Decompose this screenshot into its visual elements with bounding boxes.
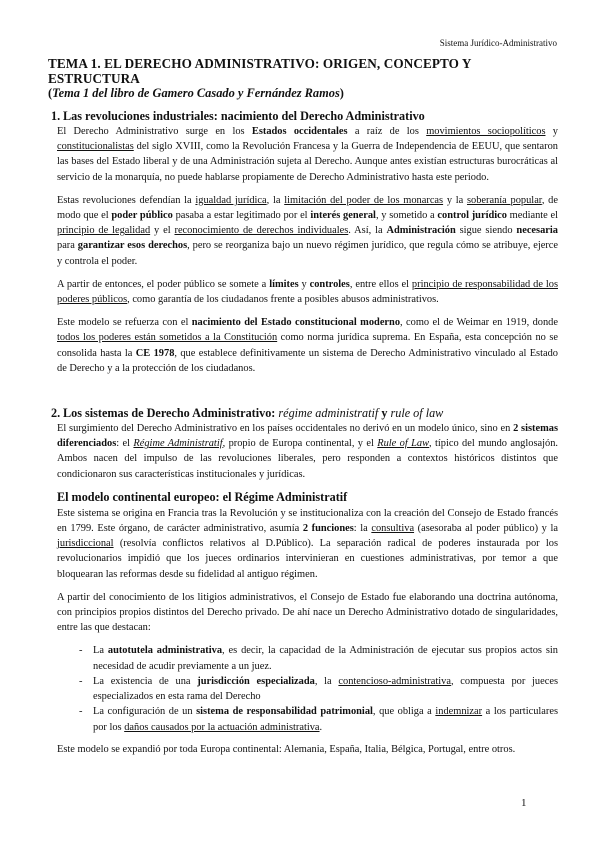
section-title — [63, 109, 425, 124]
bold-text: poder público — [111, 210, 173, 222]
text-run: , como el de Weimar en 1919, donde — [400, 317, 558, 329]
text-run: como norma jurídica suprema. En España, esta concepción no se consolida hasta la — [57, 332, 558, 359]
underlined-text: igualdad jurídica — [195, 194, 267, 206]
text-run: , la — [266, 194, 285, 206]
paragraph — [57, 590, 558, 636]
bold-text: Administración — [386, 225, 456, 237]
text-run: , típico del mundo anglosajón. Ambos nacen del impulso de las revoluciones liberales, pero responden a contextos históricos distintos que condicionaron sus características institucionales y jurídicas. — [57, 438, 558, 480]
paragraph — [57, 421, 558, 482]
underlined-text: todos los poderes están sometidos a la Constitución — [57, 332, 278, 344]
document-body — [48, 56, 558, 765]
text-run: El surgimiento del Derecho Administrativo en los países occidentales no derivó en un modelo único, sino en — [57, 423, 514, 435]
bullet-text — [93, 704, 558, 734]
text-run: y el — [150, 225, 175, 237]
paragraph — [57, 124, 558, 185]
text-run: Los sistemas de Derecho Administrativo: — [63, 406, 279, 421]
text-run: Estas revoluciones defendían la — [57, 194, 196, 206]
bullet-text — [93, 643, 558, 673]
text-run: , de modo que el — [57, 194, 558, 222]
text-run: : el — [116, 438, 134, 450]
underlined-text: limitación del poder de los monarcas — [284, 194, 444, 206]
bold-text: límites — [269, 278, 299, 290]
underlined-text: contencioso-administrativa — [338, 675, 451, 687]
text-run: ) — [339, 86, 344, 100]
text-run: , compuesta por jueces especializados en esta rama del Derecho — [93, 675, 559, 703]
bullet-text — [93, 674, 558, 704]
text-run: , pero se reorganiza bajo un nuevo régimen jurídico, que regula cómo se atribuye, ejerce y controla el poder. — [57, 240, 558, 267]
text-run: Este sistema se origina en Francia tras la Revolución y se institucionaliza con la creación del Consejo de Estado francés en 1799. Este órgano, de carácter administrativo, asumía — [57, 507, 558, 535]
running-header: Sistema Jurídico-Administrativo — [439, 38, 557, 48]
underlined-text: consultiva — [371, 523, 415, 535]
text-run: , es decir, la capacidad de la Administración de ejecutar sus propios actos sin necesidad de acudir previamente a un juez. — [93, 645, 558, 672]
text-run: El modelo continental europeo: el Régime Administratif — [57, 489, 348, 504]
bold-text: interés general — [310, 210, 376, 222]
section-number: 2. — [51, 406, 61, 421]
underlined-text: Rule of Law — [377, 438, 430, 450]
bold-text: 2 funciones — [302, 523, 354, 535]
document-blocks — [48, 109, 558, 757]
text-run: , y sometido a — [375, 210, 438, 222]
bold-text: sistema de responsabilidad patrimonial — [196, 706, 373, 718]
text-run: , la — [314, 675, 339, 687]
text-run: , entre ellos el — [349, 278, 412, 290]
underlined-text: principio de responsabilidad de los poderes públicos — [57, 278, 558, 306]
bold-text: nacimiento del Estado constitucional moderno — [191, 317, 401, 329]
text-run: A partir del conocimiento de los litigios administrativos, el Consejo de Estado fue elaborando una doctrina autónoma, con principios propios distintos del Derecho privado. De ahí nace un Derecho Administrativo dotado de singularidades, entre las que destacan: — [57, 591, 558, 634]
bullet-dash: - — [79, 645, 83, 657]
text-run: . — [319, 721, 323, 733]
text-run: . Así, la — [348, 225, 387, 237]
bullet-item — [79, 643, 558, 673]
paragraph — [57, 506, 558, 582]
bold-text: jurisdicción especializada — [197, 675, 315, 687]
text-run: a raíz de los — [347, 126, 427, 137]
text-run: : la — [353, 523, 372, 535]
text-run: para — [57, 240, 78, 252]
section-number: 1. — [51, 109, 61, 123]
document-title: TEMA 1. EL DERECHO ADMINISTRATIVO: ORIGEN, CONCEPTO Y ESTRUCTURA — [48, 56, 472, 86]
text-run: , que obliga a — [372, 706, 436, 718]
underlined-text: daños causados por la actuación administrativa — [124, 721, 320, 733]
text-run: (asesoraba al poder público) y la — [414, 523, 558, 535]
text-run: Este modelo se expandió por toda Europa continental: Alemania, España, Italia, Bélgica, Portugal, entre otros. — [57, 743, 516, 755]
text-run: La existencia de una — [93, 675, 198, 687]
text-run: rule of law — [390, 406, 444, 421]
bold-text: 2 sistemas diferenciados — [57, 423, 558, 450]
text-run: ( — [48, 86, 53, 100]
underlined-text: jurisdiccional — [57, 538, 114, 550]
text-run: Este modelo se refuerza con el — [57, 317, 192, 329]
underlined-text: principio de legalidad — [57, 225, 151, 237]
text-run: (resolvía conflictos relativos al D.Público). La separación radical de poderes instaurada por los revolucionarios impidió que los jueces ordinarios intervinieran en cuestiones administrativas, por temor a que bloquearan las reformas desde su fidelidad al antiguo régimen. — [57, 538, 558, 580]
bullet-item — [79, 704, 559, 734]
bold-text: CE 1978 — [135, 347, 175, 359]
bold-text: necesaria — [516, 225, 558, 237]
text-run: y la — [443, 194, 467, 206]
text-run: y — [378, 406, 391, 421]
text-run: a los particulares por los — [93, 706, 559, 733]
subsection-heading — [57, 490, 558, 505]
bullet-dash: - — [79, 706, 83, 718]
bullet-item — [79, 674, 559, 704]
paragraph — [57, 193, 558, 269]
paragraph — [57, 277, 558, 307]
section-title — [63, 406, 443, 421]
text-run: La — [93, 645, 108, 657]
text-run: Las revoluciones industriales: nacimiento del Derecho Administrativo — [63, 109, 425, 123]
document-subtitle — [48, 86, 558, 101]
paragraph — [57, 315, 558, 376]
bold-text: Estados occidentales — [251, 126, 348, 137]
bold-text: autotutela administrativa — [107, 645, 223, 657]
text-run: Tema 1 del libro de Gamero Casado y Fernández Ramos — [52, 86, 340, 100]
text-run: pasaba a estar legitimado por el — [172, 210, 311, 222]
text-run: , que establece definitivamente un sistema de Derecho Administrativo vinculado al Estado de Derecho y a la protección de los ciudadanos. — [57, 347, 558, 374]
bold-text: controles — [309, 278, 350, 290]
paragraph — [57, 742, 558, 757]
text-run: mediante el — [506, 210, 558, 222]
text-run: del siglo XVIII, como la Revolución Francesa y la Guerra de Independencia de EEUU, que sentaron las bases del Estado liberal y de una Administración sujeta al Derecho. Aunque antes existían estructuras burocráticas al servicio de la monarquía, no puede hablarse propiamente de Derecho Administrativo hasta este periodo. — [57, 141, 558, 183]
section-heading — [48, 109, 558, 124]
spacer — [48, 384, 558, 398]
text-run: y — [545, 126, 559, 137]
bold-text: control jurídico — [437, 210, 507, 222]
text-run: La configuración de un — [93, 706, 197, 718]
text-run: A partir de entonces, el poder público se somete a — [57, 278, 270, 290]
underlined-text: constitucionalistas — [57, 141, 134, 153]
text-run: y — [298, 278, 310, 290]
underlined-text: reconocimiento de derechos individuales — [174, 225, 349, 237]
bold-text: garantizar esos derechos — [77, 240, 188, 252]
bullet-dash: - — [79, 675, 83, 687]
page-number: 1 — [521, 797, 527, 809]
text-run: , propio de Europa continental, y el — [222, 438, 378, 450]
text-run: sigue siendo — [455, 225, 517, 237]
underlined-text: soberanía popular — [466, 194, 542, 206]
underlined-text: movimientos sociopolíticos — [426, 126, 546, 137]
text-run: , como garantía de los ciudadanos frente a posibles abusos administrativos. — [127, 294, 439, 306]
text-run: El Derecho Administrativo surge en los — [57, 126, 252, 137]
underlined-text: indemnizar — [435, 706, 483, 718]
underlined-text: Régime Administratif — [133, 438, 223, 450]
text-run: régime administratif — [278, 406, 379, 421]
section-heading — [48, 406, 558, 421]
